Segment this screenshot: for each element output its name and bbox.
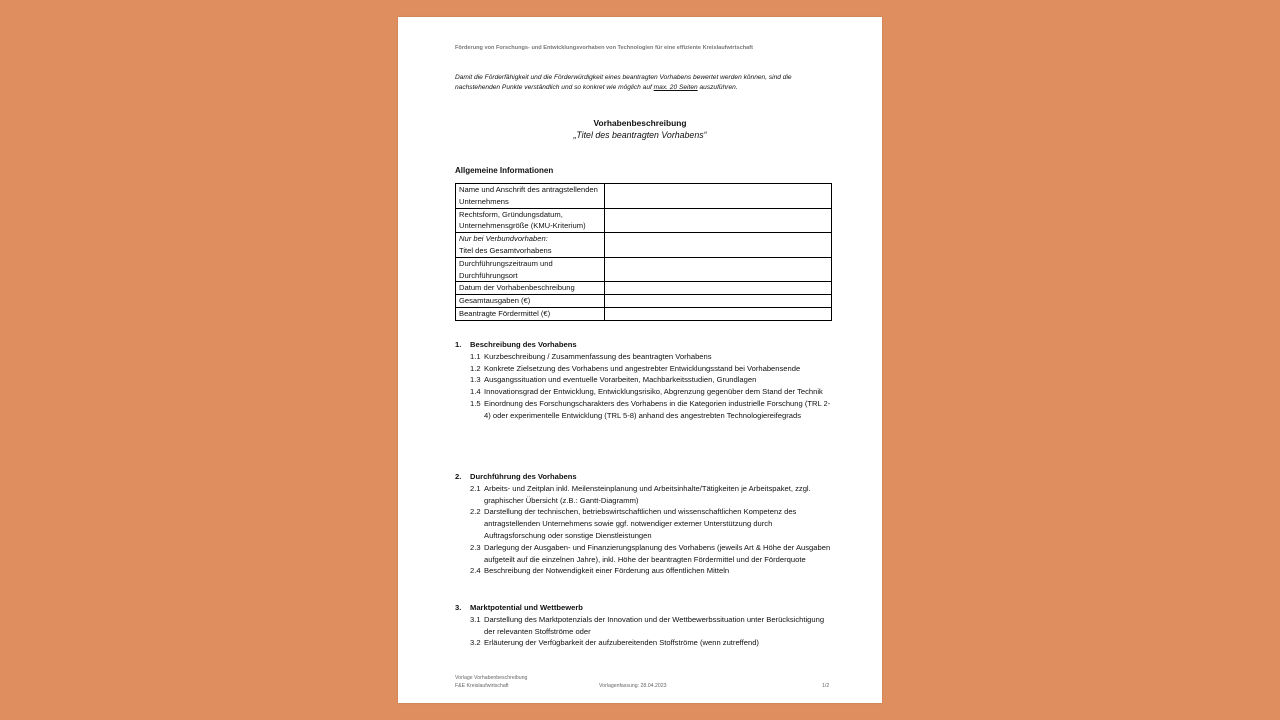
- table-label: Beantragte Fördermittel (€): [456, 307, 605, 320]
- table-label-text: Titel des Gesamtvorhabens: [459, 245, 552, 255]
- general-info-table: [455, 183, 832, 321]
- item-number: 2.4: [470, 566, 481, 576]
- item-number: 3.1: [470, 614, 481, 624]
- item-text: Darlegung der Ausgaben- und Finanzierungsplanung des Vorhabens (jeweils Art & Höhe der Ausgaben aufgeteilt auf die einzelnen Jahre), inkl. Höhe der beantragten Fördermittel und der Förderquote: [484, 542, 831, 564]
- item-number: 1.2: [470, 363, 481, 373]
- item-number: 1.4: [470, 387, 481, 397]
- intro-text: [455, 73, 835, 93]
- section-3: [455, 602, 835, 649]
- table-row: [456, 184, 832, 209]
- section-title: [455, 339, 835, 351]
- table-label: Name und Anschrift des antragstellenden Unternehmens: [456, 184, 605, 209]
- item-text: Ausgangssituation und eventuelle Vorarbeiten, Machbarkeitsstudien, Grundlagen: [484, 375, 757, 385]
- table-label: Gesamtausgaben (€): [456, 295, 605, 308]
- section-2: [455, 471, 835, 577]
- list-item: [470, 506, 835, 541]
- table-value-cell[interactable]: [605, 282, 832, 295]
- intro-page-limit: max. 20 Seiten: [653, 84, 698, 91]
- section-number: 3.: [455, 603, 462, 612]
- list-item: [470, 363, 835, 375]
- document-subtitle: „Titel des beantragten Vorhabens“: [573, 130, 707, 140]
- list-item: [470, 483, 835, 507]
- table-label: [456, 233, 605, 258]
- item-text: Darstellung des Marktpotenzials der Innovation und der Wettbewerbssituation unter Berücksichtigung der relevanten Stoffströme oder: [484, 614, 825, 636]
- section-title: [455, 471, 835, 483]
- item-text: Arbeits- und Zeitplan inkl. Meilensteinplanung und Arbeitsinhalte/Tätigkeiten je Arbeitspaket, zzgl. graphischer Übersicht (z.B.: Gantt-Diagramm): [484, 483, 811, 505]
- item-number: 2.1: [470, 483, 481, 493]
- table-label: Datum der Vorhabenbeschreibung: [456, 282, 605, 295]
- list-item: [470, 565, 835, 577]
- intro-text-end: auszuführen.: [697, 84, 738, 91]
- section-1: [455, 339, 835, 422]
- item-number: 1.1: [470, 351, 481, 361]
- item-number: 3.2: [470, 638, 481, 648]
- item-number: 2.3: [470, 542, 481, 552]
- section-title-text: Beschreibung des Vorhabens: [470, 340, 577, 349]
- footer-page-number: 1/2: [822, 683, 830, 689]
- list-item: [470, 398, 835, 422]
- section-items: [455, 483, 835, 577]
- table-row: [456, 282, 832, 295]
- table-value-cell[interactable]: [605, 307, 832, 320]
- item-text: Kurzbeschreibung / Zusammenfassung des beantragten Vorhabens: [484, 351, 712, 361]
- section-title-text: Durchführung des Vorhabens: [470, 472, 577, 481]
- list-item: [470, 637, 835, 649]
- list-item: [470, 351, 835, 363]
- document-page: [398, 17, 882, 703]
- table-label: Durchführungszeitraum und Durchführungsort: [456, 257, 605, 282]
- table-value-cell[interactable]: [605, 257, 832, 282]
- item-text: Beschreibung der Notwendigkeit einer Förderung aus öffentlichen Mitteln: [484, 566, 730, 576]
- title-block: [398, 117, 882, 141]
- table-value-cell[interactable]: [605, 184, 832, 209]
- table-row: [456, 233, 832, 258]
- item-text: Darstellung der technischen, betriebswirtschaftlichen und wissenschaftlichen Kompetenz des antragstellenden Unternehmens sowie ggf. notwendiger externer Unterstützung durch Auftragsforschung oder sonstige Dienstleistungen: [484, 507, 797, 540]
- table-row: [456, 295, 832, 308]
- list-item: [470, 374, 835, 386]
- table-note: Nur bei Verbundvorhaben:: [459, 234, 548, 244]
- item-number: 1.3: [470, 375, 481, 385]
- item-text: Konkrete Zielsetzung des Vorhabens und angestrebter Entwicklungsstand bei Vorhabensende: [484, 363, 801, 373]
- item-number: 1.5: [470, 398, 481, 408]
- section-items: [455, 614, 835, 649]
- item-text: Einordnung des Forschungscharakters des Vorhabens in die Kategorien industrielle Forschung (TRL 2-4) oder experimentelle Entwicklung (TRL 5-8) anhand des angestrebten Technologiereifegrads: [484, 398, 831, 420]
- document-title: Vorhabenbeschreibung: [593, 118, 687, 128]
- table-row: [456, 257, 832, 282]
- table-value-cell[interactable]: [605, 208, 832, 233]
- footer-template-line2: F&E Kreislaufwirtschaft: [455, 683, 509, 689]
- section-title-text: Marktpotential und Wettbewerb: [470, 603, 583, 612]
- list-item: [470, 614, 835, 638]
- footer-template-line1: Vorlage Vorhabenbeschreibung: [455, 675, 528, 681]
- footer-version: Vorlagenfassung: 28.04.2023: [599, 683, 667, 689]
- section-title: [455, 602, 835, 614]
- footer-template-name: [455, 674, 527, 690]
- list-item: [470, 542, 835, 566]
- table-row: [456, 208, 832, 233]
- section-number: 2.: [455, 472, 462, 481]
- table-label: Rechtsform, Gründungsdatum, Unternehmensgröße (KMU-Kriterium): [456, 208, 605, 233]
- item-text: Innovationsgrad der Entwicklung, Entwicklungsrisiko, Abgrenzung gegenüber dem Stand der Technik: [484, 387, 823, 397]
- section-number: 1.: [455, 340, 462, 349]
- item-number: 2.2: [470, 507, 481, 517]
- table-row: [456, 307, 832, 320]
- intro-text-start: Damit die Förderfähigkeit und die Förderwürdigkeit eines beantragten Vorhabens bewertet werden können, sind die nachstehenden Punkte verständlich und so konkret wie möglich auf: [455, 74, 792, 91]
- section-items: [455, 351, 835, 422]
- page-header: Förderung von Forschungs- und Entwicklungsvorhaben von Technologien für eine effiziente Kreislaufwirtschaft: [455, 45, 753, 51]
- list-item: [470, 386, 835, 398]
- item-text: Erläuterung der Verfügbarkeit der aufzubereitenden Stoffströme (wenn zutreffend): [484, 638, 759, 648]
- general-info-heading: Allgemeine Informationen: [455, 166, 554, 175]
- table-value-cell[interactable]: [605, 295, 832, 308]
- table-value-cell[interactable]: [605, 233, 832, 258]
